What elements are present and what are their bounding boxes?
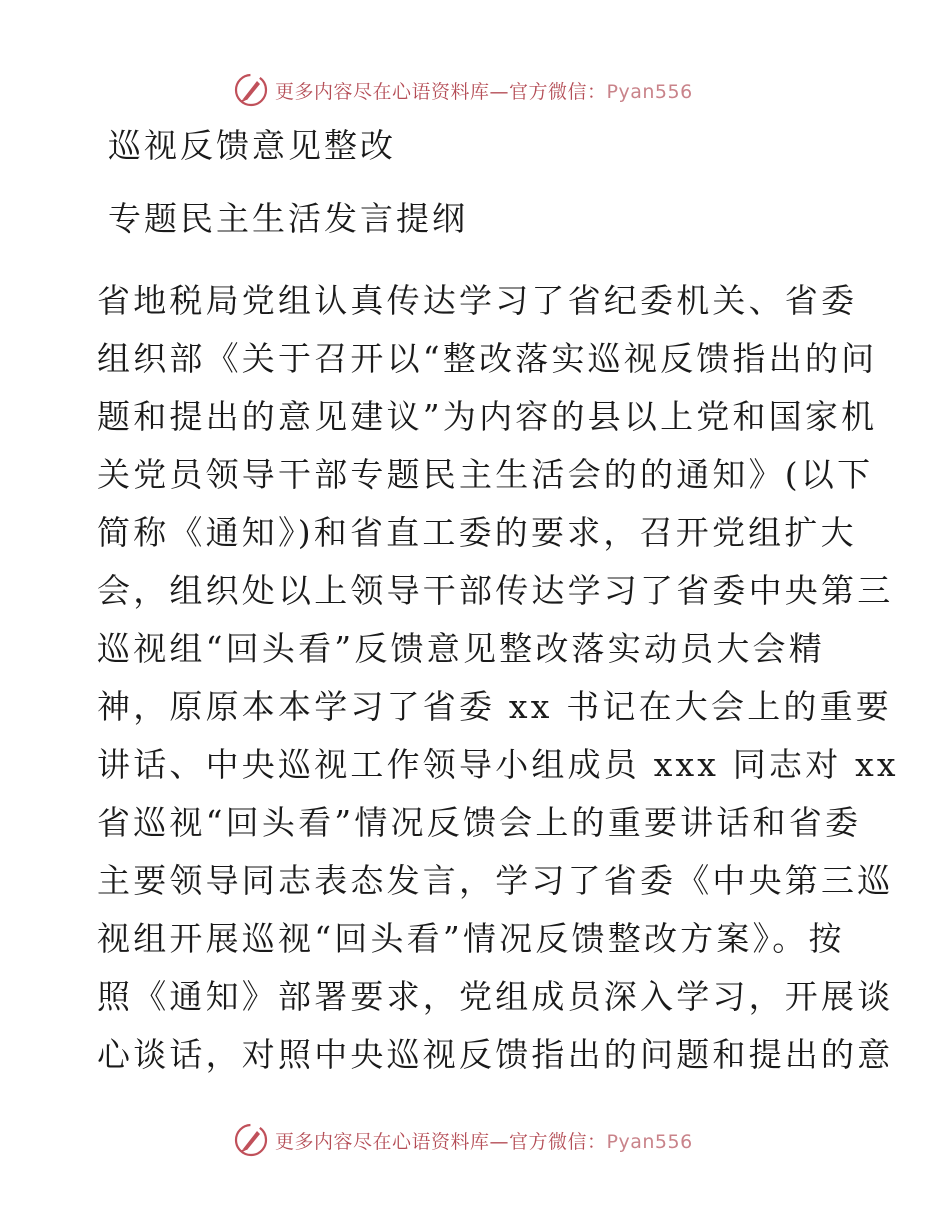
watermark-banner-bottom <box>233 1120 693 1160</box>
body-line: 主要领导同志表态发言，学习了省委《中央第三巡 <box>97 861 894 900</box>
watermark-label: 更多内容尽在心语资料库—官方微信： <box>275 1130 607 1153</box>
quill-logo-icon <box>233 72 269 108</box>
body-line: 照《通知》部署要求，党组成员深入学习，开展谈 <box>97 977 894 1016</box>
body-line: 会，组织处以上领导干部传达学习了省委中央第三 <box>97 571 894 610</box>
body-line: 讲话、中央巡视工作领导小组成员 xxx 同志对 xx <box>97 745 899 784</box>
watermark-wechat-id: Pyan556 <box>606 80 693 103</box>
body-line: 题和提出的意见建议”为内容的县以上党和国家机 <box>97 397 878 436</box>
watermark-banner-top <box>233 70 693 110</box>
body-line: 巡视组“回头看”反馈意见整改落实动员大会精 <box>97 629 825 668</box>
quill-logo-icon <box>233 1122 269 1158</box>
body-line: 省地税局党组认真传达学习了省纪委机关、省委 <box>97 281 858 320</box>
body-line: 组织部《关于召开以“整改落实巡视反馈指出的问 <box>97 339 878 378</box>
watermark-text <box>275 1127 693 1154</box>
document-body <box>97 272 899 1084</box>
body-line: 简称《通知》)和省直工委的要求，召开党组扩大 <box>97 513 857 552</box>
body-line: 视组开展巡视“回头看”情况反馈整改方案》。按 <box>97 919 845 958</box>
watermark-text <box>275 77 693 104</box>
body-line: 省巡视“回头看”情况反馈会上的重要讲话和省委 <box>97 803 862 842</box>
body-line: 关党员领导干部专题民主生活会的的通知》(以下 <box>97 455 874 494</box>
body-line: 心谈话，对照中央巡视反馈指出的问题和提出的意 <box>97 1035 894 1074</box>
watermark-label: 更多内容尽在心语资料库—官方微信： <box>275 80 607 103</box>
document-subtitle: 专题民主生活发言提纲 <box>108 199 468 238</box>
document-title: 巡视反馈意见整改 <box>108 126 396 165</box>
body-line: 神，原原本本学习了省委 xx 书记在大会上的重要 <box>97 687 893 726</box>
watermark-wechat-id: Pyan556 <box>606 1130 693 1153</box>
